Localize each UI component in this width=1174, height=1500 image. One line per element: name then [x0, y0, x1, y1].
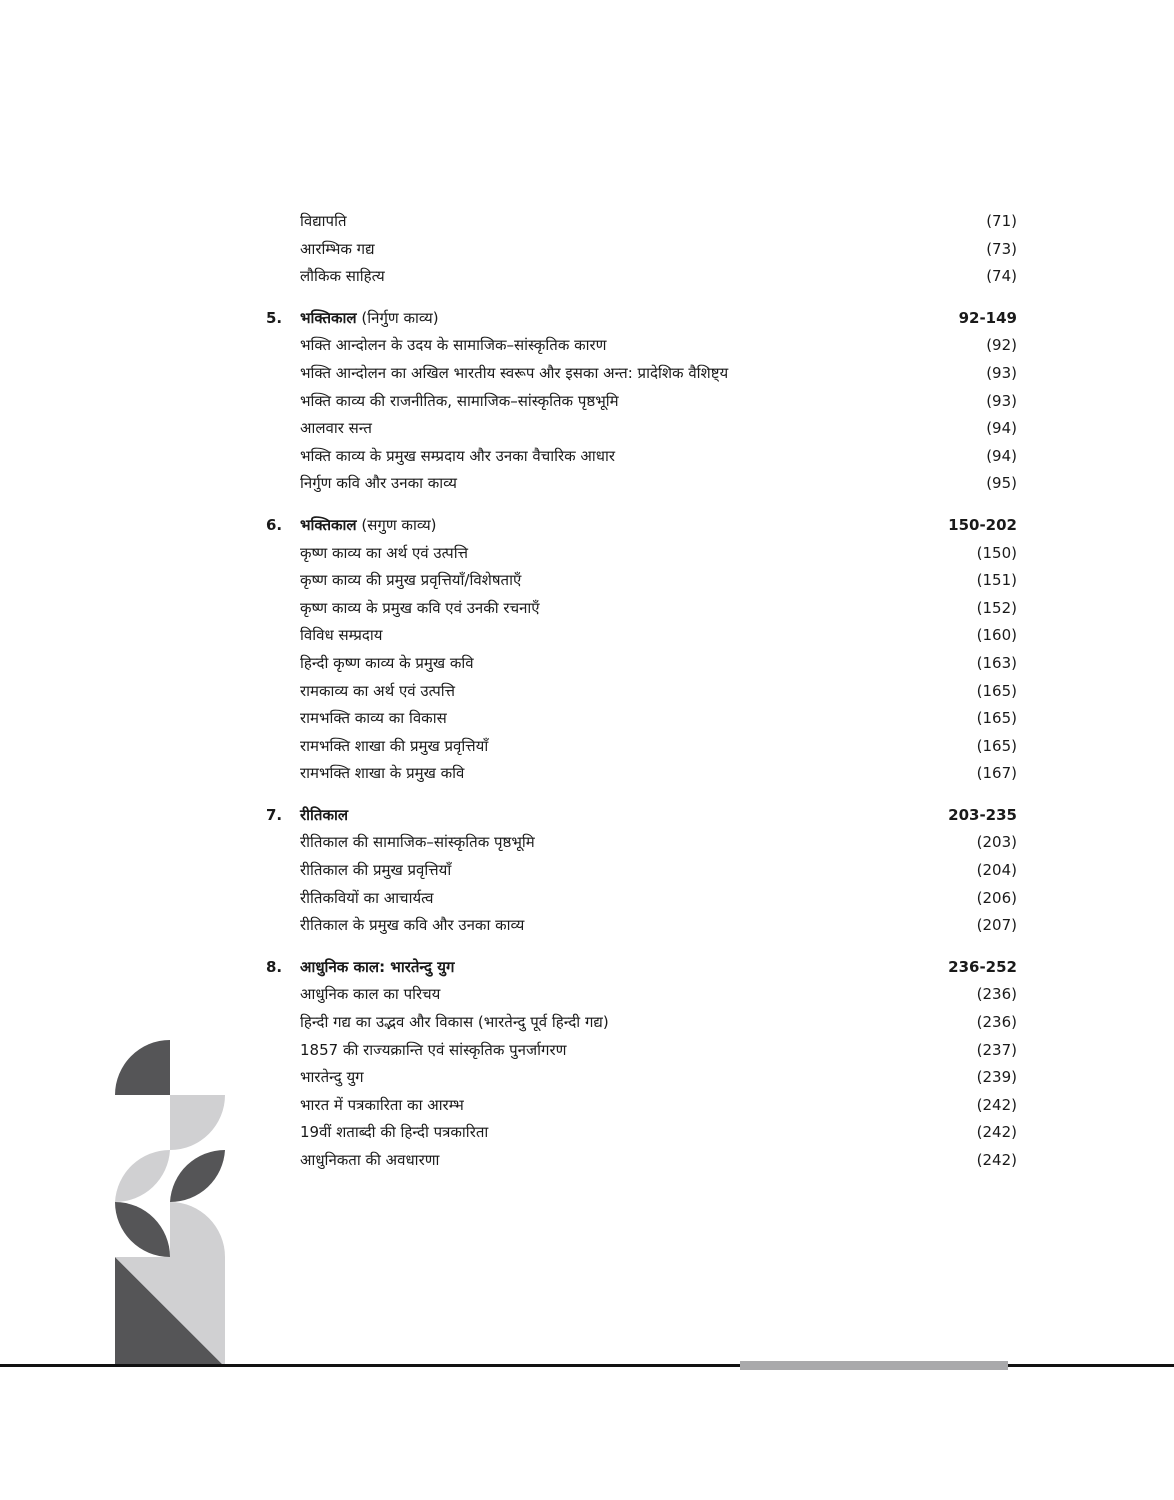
entry-title: भक्ति आन्दोलन का अखिल भारतीय स्वरूप और इसका अन्त: प्रादेशिक वैशिष्ट्य [300, 363, 729, 382]
entry-title: निर्गुण कवि और उनका काव्य [300, 474, 457, 493]
toc-entry [0, 360, 1174, 388]
chapter-number: 6. [266, 515, 283, 534]
chapter-pages: 203-235 [948, 805, 1017, 824]
entry-page: (95) [986, 474, 1017, 493]
toc-entry [0, 885, 1174, 913]
entry-title: हिन्दी गद्य का उद्भव और विकास (भारतेन्दु पूर्व हिन्दी गद्य) [300, 1013, 609, 1032]
entry-page: (206) [976, 888, 1017, 907]
entry-page: (94) [986, 446, 1017, 465]
entry-page: (237) [976, 1040, 1017, 1059]
light-leaf-shape [115, 1150, 170, 1202]
entry-page: (73) [986, 239, 1017, 258]
footer-accent-bar [740, 1361, 1008, 1370]
entry-page: (71) [986, 212, 1017, 230]
entry-title: भक्ति आन्दोलन के उदय के सामाजिक–सांस्कृतिक कारण [300, 336, 607, 355]
chapter-heading [0, 802, 1174, 830]
chapter-title [300, 305, 439, 333]
chapter-number: 7. [266, 805, 283, 824]
toc-entry [0, 567, 1174, 595]
chapter-heading [0, 305, 1174, 333]
toc-entry [0, 678, 1174, 706]
light-quarter-circle [170, 1095, 225, 1150]
entry-title: रामभक्ति काव्य का विकास [300, 709, 447, 728]
chapter-heading [0, 512, 1174, 540]
entry-title: 1857 की राज्यक्रान्ति एवं सांस्कृतिक पुनर्जागरण [300, 1040, 567, 1059]
toc-entry [0, 415, 1174, 443]
chapter-title-main: भक्तिकाल [300, 515, 357, 534]
entry-title: रामकाव्य का अर्थ एवं उत्पत्ति [300, 681, 455, 700]
entry-title: कृष्ण काव्य की प्रमुख प्रवृत्तियाँ/विशेषताएँ [300, 571, 522, 590]
chapter-title-main: आधुनिक काल: भारतेन्दु युग [300, 957, 455, 976]
dark-leaf-shape [115, 1202, 170, 1257]
chapter-title [300, 802, 348, 830]
entry-title: भक्ति काव्य की राजनीतिक, सामाजिक–सांस्कृतिक पृष्ठभूमि [300, 391, 619, 410]
toc-entry [0, 760, 1174, 788]
entry-title: कृष्ण काव्य का अर्थ एवं उत्पत्ति [300, 543, 468, 562]
toc-entry [0, 595, 1174, 623]
entry-title: विद्यापति [300, 212, 347, 230]
entry-page: (163) [976, 653, 1017, 672]
chapter-pages: 92-149 [958, 308, 1017, 327]
entry-page: (165) [976, 681, 1017, 700]
entry-page: (160) [976, 626, 1017, 645]
entry-title: कृष्ण काव्य के प्रमुख कवि एवं उनकी रचनाएँ [300, 598, 540, 617]
entry-title: विविध सम्प्रदाय [300, 626, 383, 645]
toc-entry [0, 443, 1174, 471]
toc-entry [0, 912, 1174, 940]
entry-page: (165) [976, 736, 1017, 755]
entry-title: रीतिकाल की प्रमुख प्रवृत्तियाँ [300, 861, 452, 880]
entry-page: (150) [976, 543, 1017, 562]
entry-title: आरम्भिक गद्य [300, 239, 375, 258]
dark-leaf-shape [170, 1150, 225, 1202]
entry-page: (236) [976, 985, 1017, 1004]
chapter-title [300, 512, 437, 540]
entry-title: रीतिकाल के प्रमुख कवि और उनका काव्य [300, 916, 525, 935]
entry-page: (204) [976, 861, 1017, 880]
entry-title: हिन्दी कृष्ण काव्य के प्रमुख कवि [300, 653, 474, 672]
entry-title: रामभक्ति शाखा की प्रमुख प्रवृत्तियाँ [300, 736, 489, 755]
toc-entry [0, 650, 1174, 678]
entry-title: रीतिकाल की सामाजिक–सांस्कृतिक पृष्ठभूमि [300, 833, 535, 852]
chapter-title-main: रीतिकाल [300, 805, 349, 824]
chapter-number: 8. [266, 957, 283, 976]
entry-title: 19वीं शताब्दी की हिन्दी पत्रकारिता [300, 1123, 489, 1142]
entry-page: (165) [976, 709, 1017, 728]
chapter-title-sub: (सगुण काव्य) [356, 515, 437, 534]
chapter-heading [0, 954, 1174, 982]
entry-page: (203) [976, 833, 1017, 852]
chapter-title [300, 954, 454, 982]
toc-entry [0, 733, 1174, 761]
entry-page: (93) [986, 391, 1017, 410]
toc-entry [0, 470, 1174, 498]
entry-title: आलवार सन्त [300, 419, 372, 438]
decorative-geometric-pattern [115, 1040, 225, 1367]
toc-entry [0, 1009, 1174, 1037]
table-of-contents [0, 208, 1174, 1175]
entry-page: (239) [976, 1068, 1017, 1087]
entry-page: (94) [986, 419, 1017, 438]
entry-page: (236) [976, 1013, 1017, 1032]
entry-page: (152) [976, 598, 1017, 617]
entry-title: आधुनिक काल का परिचय [300, 985, 441, 1004]
entry-title: लौकिक साहित्य [300, 267, 385, 286]
entry-title: भारतेन्दु युग [300, 1068, 364, 1087]
entry-title: भारत में पत्रकारिता का आरम्भ [300, 1095, 464, 1114]
toc-entry [0, 622, 1174, 650]
toc-entry [0, 857, 1174, 885]
toc-entry [0, 981, 1174, 1009]
toc-entry [0, 332, 1174, 360]
entry-title: रीतिकवियों का आचार्यत्व [300, 888, 434, 907]
entry-page: (167) [976, 764, 1017, 783]
entry-page: (242) [976, 1095, 1017, 1114]
dark-quarter-circle [115, 1040, 170, 1095]
entry-page: (93) [986, 363, 1017, 382]
toc-entry [0, 263, 1174, 291]
chapter-number: 5. [266, 308, 283, 327]
entry-page: (74) [986, 267, 1017, 286]
light-leaf-shape [170, 1202, 225, 1257]
entry-title: रामभक्ति शाखा के प्रमुख कवि [300, 764, 465, 783]
entry-title: आधुनिकता की अवधारणा [300, 1151, 440, 1169]
entry-page: (151) [976, 571, 1017, 590]
toc-entry [0, 540, 1174, 568]
entry-page: (92) [986, 336, 1017, 355]
entry-page: (207) [976, 916, 1017, 935]
chapter-pages: 150-202 [948, 515, 1017, 534]
toc-entry [0, 208, 1174, 236]
chapter-title-sub: (निर्गुण काव्य) [356, 308, 439, 327]
entry-page: (242) [976, 1151, 1017, 1169]
toc-entry [0, 705, 1174, 733]
chapter-pages: 236-252 [948, 957, 1017, 976]
toc-entry [0, 236, 1174, 264]
toc-entry [0, 388, 1174, 416]
toc-entry [0, 829, 1174, 857]
entry-title: भक्ति काव्य के प्रमुख सम्प्रदाय और उनका वैचारिक आधार [300, 446, 616, 465]
chapter-title-main: भक्तिकाल [300, 308, 357, 327]
entry-page: (242) [976, 1123, 1017, 1142]
